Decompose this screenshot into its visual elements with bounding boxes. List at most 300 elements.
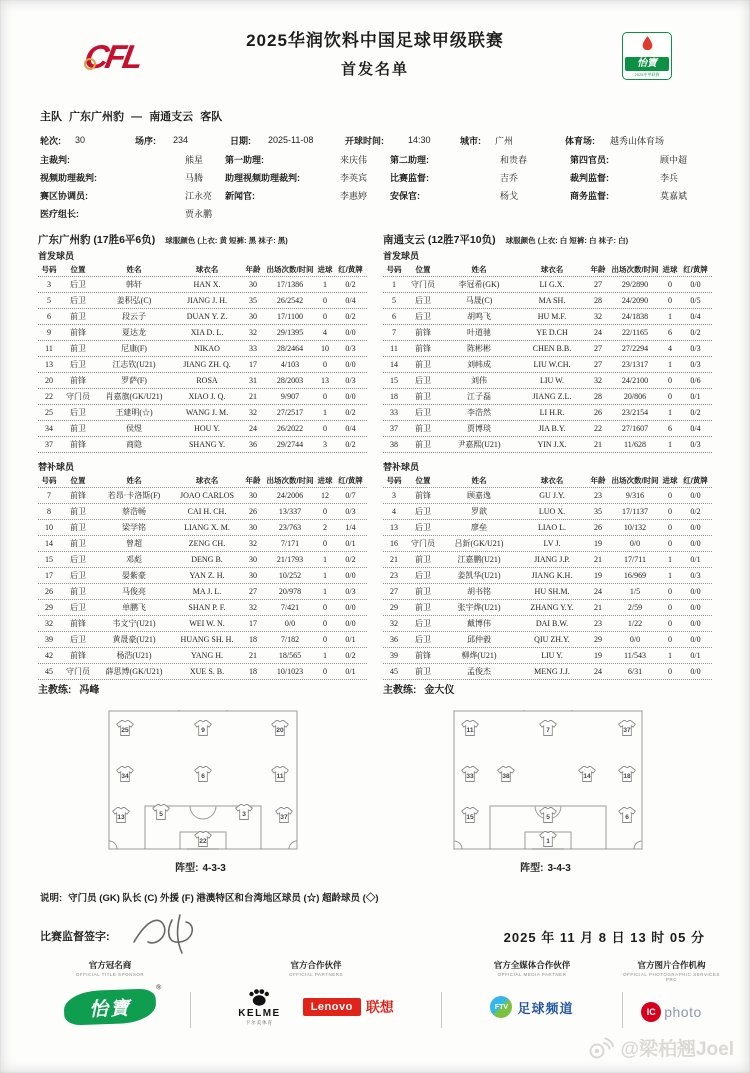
- sponsor-band: [0, 958, 750, 1038]
- player-cell: 26/2542: [276, 296, 304, 305]
- player-cell: 邱仲毅: [467, 635, 491, 644]
- info-label: 医疗组长:: [40, 208, 79, 219]
- player-cell: 单鹏飞: [122, 603, 146, 612]
- player-row: [383, 632, 712, 648]
- player-cell: 后卫: [70, 360, 86, 369]
- player-row: [38, 664, 367, 680]
- player-cell: 35: [249, 296, 257, 305]
- svg-text:37: 37: [280, 814, 288, 821]
- player-cell: ZENG CH.: [188, 539, 226, 548]
- player-cell: 24: [249, 424, 257, 433]
- player-row: [38, 600, 367, 616]
- player-cell: LIU W.CH.: [533, 360, 571, 369]
- player-cell: 0/2: [690, 408, 701, 417]
- column-header: 年龄: [245, 476, 261, 485]
- player-cell: 24/2100: [621, 376, 649, 385]
- player-row: [38, 373, 367, 389]
- player-cell: 8: [47, 507, 51, 516]
- player-cell: 夏达龙: [122, 328, 146, 337]
- player-cell: 0/0: [690, 619, 701, 628]
- handwritten-signature: [124, 912, 244, 956]
- player-shirt: [460, 807, 479, 824]
- info-label: 安保官:: [390, 190, 420, 201]
- player-cell: LI G.X.: [539, 280, 565, 289]
- player-cell: 19: [594, 651, 602, 660]
- player-cell: DENG B.: [191, 555, 223, 564]
- player-cell: 32: [390, 619, 398, 628]
- player-cell: 前锋: [70, 491, 86, 500]
- player-row: [383, 504, 712, 520]
- player-row: [383, 437, 712, 453]
- player-row: [383, 357, 712, 373]
- player-cell: 0/1: [345, 539, 356, 548]
- home-team-header: [38, 232, 367, 248]
- player-cell: HOU Y.: [194, 424, 220, 433]
- player-cell: 0/0: [690, 280, 701, 289]
- player-cell: DAI B.W.: [535, 619, 569, 628]
- player-row: [383, 309, 712, 325]
- player-cell: 后卫: [415, 571, 431, 580]
- player-row: [383, 520, 712, 536]
- team-columns: [0, 222, 750, 874]
- away-formation-label: 阵型: 3-4-3: [520, 863, 571, 874]
- player-cell: 13: [390, 523, 398, 532]
- info-value: 14:30: [408, 135, 431, 145]
- player-cell: 刘伟: [471, 376, 487, 385]
- player-cell: 2: [323, 523, 327, 532]
- player-cell: 13/337: [278, 507, 302, 516]
- player-row: [383, 568, 712, 584]
- sponsor-group-media: [442, 960, 622, 1038]
- player-cell: 马晟(C): [465, 296, 493, 305]
- player-cell: HU SH.M.: [534, 587, 570, 596]
- player-cell: 后卫: [70, 635, 86, 644]
- player-cell: 32: [249, 539, 257, 548]
- column-header: 号码: [41, 265, 57, 274]
- column-header: 球衣名: [540, 265, 564, 274]
- player-cell: 前锋: [415, 651, 431, 660]
- info-label: 助理视频助理裁判:: [225, 172, 300, 183]
- player-cell: 6: [392, 312, 396, 321]
- player-cell: 10/1023: [276, 667, 304, 676]
- player-cell: HUANG SH. H.: [180, 635, 234, 644]
- player-cell: 30: [249, 555, 257, 564]
- player-cell: 0/2: [345, 555, 356, 564]
- player-cell: 张宇烨(U21): [457, 603, 501, 612]
- column-header: 进球: [662, 476, 678, 485]
- legend-notes: [0, 890, 750, 904]
- player-cell: 30: [249, 491, 257, 500]
- column-header: 进球: [317, 476, 333, 485]
- player-cell: 3: [47, 280, 51, 289]
- kelme-logo: KELME 卡尔美体育: [238, 989, 281, 1026]
- player-cell: 5: [392, 296, 396, 305]
- player-cell: 18: [249, 635, 257, 644]
- player-cell: 21: [594, 440, 602, 449]
- player-cell: 0: [323, 312, 327, 321]
- player-cell: 前锋: [70, 651, 86, 660]
- player-cell: 5: [47, 296, 51, 305]
- away-team-column: [383, 232, 712, 874]
- player-cell: 0: [668, 667, 672, 676]
- player-cell: 0/2: [345, 651, 356, 660]
- player-cell: 0/3: [690, 344, 701, 353]
- svg-text:15: 15: [465, 814, 474, 821]
- player-cell: WEI W. N.: [189, 619, 225, 628]
- player-cell: 0/7: [345, 491, 356, 500]
- player-cell: 24: [594, 587, 602, 596]
- cfl-league-logo: [58, 40, 168, 73]
- player-cell: 23: [594, 491, 602, 500]
- match-info-row: [40, 130, 710, 150]
- player-cell: 0/0: [629, 539, 641, 548]
- sponsor-caption: 官方全媒体合作伙伴: [493, 960, 571, 970]
- player-cell: 李冠希(GK): [458, 280, 500, 289]
- player-cell: 0/1: [690, 555, 701, 564]
- player-shirt: [460, 766, 479, 783]
- player-cell: 0: [323, 296, 327, 305]
- player-row: [383, 341, 712, 357]
- player-cell: 29: [390, 603, 398, 612]
- player-cell: 36: [390, 635, 398, 644]
- player-cell: 段云子: [122, 312, 146, 321]
- coach-label: 主教练:: [383, 685, 417, 696]
- player-cell: 20/978: [278, 587, 302, 596]
- player-cell: 7: [47, 491, 51, 500]
- home-label: 主队: [40, 111, 62, 123]
- player-cell: 姜凯华(U21): [457, 571, 501, 580]
- svg-text:33: 33: [465, 773, 474, 781]
- player-cell: 0/0: [690, 523, 701, 532]
- column-header: 红/黄牌: [338, 265, 363, 274]
- column-header: 球衣名: [540, 476, 564, 485]
- sponsor-caption: 官方冠名商: [88, 960, 132, 970]
- player-cell: 0: [323, 539, 327, 548]
- player-cell: 0/3: [345, 344, 356, 353]
- player-cell: 前卫: [70, 312, 86, 321]
- ic-circle-icon: IC: [641, 1002, 661, 1022]
- svg-text:11: 11: [466, 727, 474, 735]
- player-cell: 曾超: [126, 539, 142, 548]
- icphoto-logo: IC photo: [641, 1002, 702, 1022]
- player-cell: 1/4: [345, 523, 356, 532]
- column-header: 姓名: [126, 476, 142, 485]
- player-cell: 0: [668, 296, 672, 305]
- player-cell: 顾嘉逸: [467, 491, 491, 500]
- football-channel-logo: FTV 足球频道: [490, 996, 573, 1018]
- player-cell: ROSA: [196, 376, 218, 385]
- player-shirt: [618, 807, 637, 824]
- info-label: 商务监督:: [570, 190, 609, 201]
- player-row: [383, 488, 712, 504]
- weibo-watermark: [586, 1034, 734, 1061]
- player-cell: 30: [249, 312, 257, 321]
- page-title: 2025华润饮料中国足球甲级联赛: [246, 31, 504, 50]
- player-cell: 守门员: [66, 667, 90, 676]
- player-row: [383, 664, 712, 680]
- player-cell: 后卫: [415, 507, 431, 516]
- player-cell: 0: [668, 603, 672, 612]
- player-cell: 0/1: [345, 667, 356, 676]
- player-cell: 0: [323, 667, 327, 676]
- player-cell: 黄晟豪(U21): [112, 635, 156, 644]
- player-cell: YANG H.: [191, 651, 223, 660]
- player-cell: 马俊亮: [122, 587, 146, 596]
- player-cell: 0: [668, 587, 672, 596]
- player-cell: 3: [323, 440, 327, 449]
- player-cell: 24: [594, 328, 602, 337]
- player-cell: 2/59: [627, 603, 643, 612]
- player-cell: 0/1: [690, 651, 701, 660]
- player-shirt: [151, 804, 170, 821]
- player-cell: 18: [390, 392, 398, 401]
- column-header: 球衣名: [195, 476, 219, 485]
- notes-label: 说明:: [40, 893, 63, 904]
- player-cell: MA J. L.: [192, 587, 222, 596]
- svg-text:6: 6: [625, 814, 630, 821]
- player-cell: XUE S. B.: [189, 667, 225, 676]
- info-value: 李兵: [660, 172, 679, 183]
- away-coach-line: [383, 680, 712, 700]
- player-shirt: [538, 807, 557, 824]
- info-label: 城市:: [460, 135, 481, 146]
- player-cell: 前卫: [415, 360, 431, 369]
- player-row: [38, 277, 367, 293]
- player-cell: 1: [323, 587, 327, 596]
- player-cell: 梁学铭: [122, 523, 146, 532]
- column-header: 号码: [386, 265, 402, 274]
- player-cell: 18: [249, 667, 257, 676]
- player-row: [38, 421, 367, 437]
- sponsor-caption: 官方图片合作机构: [637, 960, 706, 970]
- player-cell: 24: [594, 667, 602, 676]
- player-cell: 21: [390, 555, 398, 564]
- player-row: [38, 584, 367, 600]
- player-cell: 0: [668, 523, 672, 532]
- player-cell: 18/565: [278, 651, 302, 660]
- info-value: 江永亮: [185, 190, 213, 201]
- player-cell: 22: [45, 392, 53, 401]
- player-cell: SHAN P. F.: [188, 603, 226, 612]
- player-cell: 9: [47, 328, 51, 337]
- home-coach-name: 冯峰: [79, 685, 100, 696]
- player-cell: 肖嘉旗(GK/U21): [105, 392, 163, 401]
- player-cell: 13: [45, 360, 53, 369]
- player-cell: 13: [321, 376, 329, 385]
- svg-text:18: 18: [623, 773, 631, 781]
- player-cell: DUAN Y. Z.: [186, 312, 228, 321]
- player-cell: 后卫: [70, 603, 86, 612]
- cfl-logo-ring-icon: [84, 58, 96, 70]
- player-cell: 后卫: [70, 408, 86, 417]
- player-cell: 韩轩: [126, 280, 142, 289]
- player-cell: 后卫: [70, 555, 86, 564]
- away-kit-colors: 球服颜色 (上衣: 白 短裤: 白 袜子: 白): [505, 236, 629, 245]
- away-subs-table: [383, 474, 712, 680]
- player-cell: 后卫: [415, 312, 431, 321]
- away-team-header: [383, 232, 712, 248]
- away-pitch-diagram: [453, 710, 643, 850]
- signature-row: [0, 914, 750, 958]
- player-cell: 1: [323, 571, 327, 580]
- player-cell: 1: [668, 571, 672, 580]
- player-cell: 0/3: [690, 571, 701, 580]
- officials-row: [40, 168, 710, 186]
- weibo-icon: [586, 1036, 614, 1060]
- player-cell: 0/3: [345, 376, 356, 385]
- player-row: [38, 437, 367, 453]
- player-shirt: [193, 830, 212, 847]
- cfl-logo-text: CFL: [82, 38, 144, 75]
- player-shirt: [111, 807, 130, 824]
- player-cell: HAN X.: [193, 280, 221, 289]
- sponsor-caption-en: OFFICIAL TITLE SPONSOR: [75, 972, 145, 977]
- player-cell: 1: [323, 651, 327, 660]
- player-cell: 21: [249, 392, 257, 401]
- player-cell: YIN J.X.: [537, 440, 567, 449]
- player-cell: 29/2744: [276, 440, 304, 449]
- svg-text:22: 22: [198, 837, 207, 845]
- column-header: 位置: [70, 265, 86, 274]
- info-value: 30: [75, 135, 86, 145]
- player-shirt: [115, 766, 134, 783]
- sponsor-caption-en: OFFICIAL MEDIA PARTNER: [497, 972, 567, 977]
- player-cell: 17: [45, 571, 53, 580]
- player-cell: YAN Z. H.: [189, 571, 225, 580]
- sheet-datetime: 2025 年 11 月 8 日 13 时 05 分: [503, 929, 705, 945]
- player-cell: 0/2: [345, 408, 356, 417]
- player-row: [38, 616, 367, 632]
- player-cell: 0/3: [690, 440, 701, 449]
- info-value: 李英宾: [340, 172, 368, 183]
- player-cell: 17: [249, 619, 257, 628]
- player-row: [383, 600, 712, 616]
- sponsor-caption-en: OFFICIAL PHOTOGRAPHIC SERVICES PRC: [623, 972, 720, 982]
- home-team-column: [38, 232, 367, 874]
- player-cell: 前锋: [70, 619, 86, 628]
- player-cell: 10: [45, 523, 53, 532]
- player-cell: 12: [321, 491, 329, 500]
- svg-text:5: 5: [545, 814, 550, 821]
- player-cell: 30: [249, 280, 257, 289]
- player-cell: 1/5: [629, 587, 641, 596]
- player-row: [383, 616, 712, 632]
- player-row: [383, 648, 712, 664]
- player-cell: 0/3: [345, 507, 356, 516]
- player-cell: JIANG Z.L.: [532, 392, 572, 401]
- home-starters-label: 首发球员: [38, 251, 75, 261]
- player-cell: 27: [594, 280, 602, 289]
- player-cell: 11: [45, 344, 53, 353]
- player-cell: 后卫: [415, 523, 431, 532]
- player-cell: 0/2: [345, 312, 356, 321]
- player-cell: 0: [668, 507, 672, 516]
- player-cell: 4: [323, 328, 327, 337]
- info-label: 第二助理:: [390, 154, 429, 165]
- player-cell: 45: [45, 667, 53, 676]
- player-cell: 1: [392, 280, 396, 289]
- table-header-row: [383, 474, 712, 488]
- player-cell: JIANG J.P.: [534, 555, 570, 564]
- player-cell: 17/1386: [276, 280, 304, 289]
- player-cell: 前卫: [415, 603, 431, 612]
- player-shirt: [618, 720, 637, 737]
- sponsor-group-partners: [191, 960, 441, 1038]
- player-cell: 0/4: [690, 312, 701, 321]
- player-cell: 20/806: [623, 392, 647, 401]
- player-cell: LUO X.: [538, 507, 566, 516]
- column-header: 出场次数/时间: [266, 265, 314, 274]
- player-cell: 42: [45, 651, 53, 660]
- player-cell: 33: [249, 344, 257, 353]
- player-cell: 0: [323, 635, 327, 644]
- player-cell: 1: [323, 408, 327, 417]
- player-cell: 前卫: [415, 392, 431, 401]
- info-label: 第一助理:: [225, 154, 264, 165]
- player-cell: 0/4: [690, 424, 701, 433]
- column-header: 位置: [415, 265, 431, 274]
- player-cell: 28: [594, 296, 602, 305]
- player-cell: 16/969: [623, 571, 647, 580]
- player-cell: NIKAO: [194, 344, 220, 353]
- player-cell: 0: [668, 491, 672, 500]
- player-cell: 0/0: [690, 587, 701, 596]
- player-cell: 33: [390, 408, 398, 417]
- player-cell: 后卫: [415, 296, 431, 305]
- info-label: 开球时间:: [345, 135, 384, 146]
- away-team-title: 南通支云 (12胜7平10负): [383, 234, 496, 246]
- player-row: [38, 648, 367, 664]
- player-shirt: [460, 720, 479, 737]
- player-cell: 前锋: [70, 328, 86, 337]
- player-cell: 35: [594, 507, 602, 516]
- column-header: 进球: [317, 265, 333, 274]
- player-row: [38, 568, 367, 584]
- player-cell: 0/0: [690, 539, 701, 548]
- player-cell: 0/0: [345, 392, 356, 401]
- player-cell: 后卫: [70, 280, 86, 289]
- sponsor-caption-en: OFFICIAL PARTNERS: [289, 972, 343, 977]
- player-cell: 7: [392, 328, 396, 337]
- player-cell: 17/711: [624, 555, 646, 564]
- player-cell: 17/1100: [277, 312, 303, 321]
- player-row: [383, 325, 712, 341]
- player-cell: 0/0: [345, 328, 356, 337]
- player-cell: 14: [390, 360, 398, 369]
- player-cell: 22: [594, 424, 602, 433]
- home-formation-label: 阵型: 4-3-3: [175, 863, 226, 874]
- player-cell: 0/2: [345, 280, 356, 289]
- player-cell: 0/2: [690, 507, 701, 516]
- player-row: [38, 341, 367, 357]
- player-row: [383, 421, 712, 437]
- player-cell: 45: [390, 667, 398, 676]
- player-cell: 0/0: [690, 635, 701, 644]
- player-row: [38, 389, 367, 405]
- player-cell: 32: [45, 619, 53, 628]
- player-cell: 27: [390, 587, 398, 596]
- player-cell: 30: [249, 523, 257, 532]
- player-cell: 17/1137: [622, 507, 648, 516]
- player-cell: 商隐: [126, 440, 142, 449]
- info-value: 广州: [495, 135, 514, 146]
- player-cell: 11: [390, 344, 398, 353]
- player-cell: 7/182: [280, 635, 300, 644]
- player-cell: 江嘉鹏(U21): [457, 555, 501, 564]
- player-cell: 16: [390, 539, 398, 548]
- table-header-row: [38, 263, 367, 277]
- player-cell: 前卫: [415, 587, 431, 596]
